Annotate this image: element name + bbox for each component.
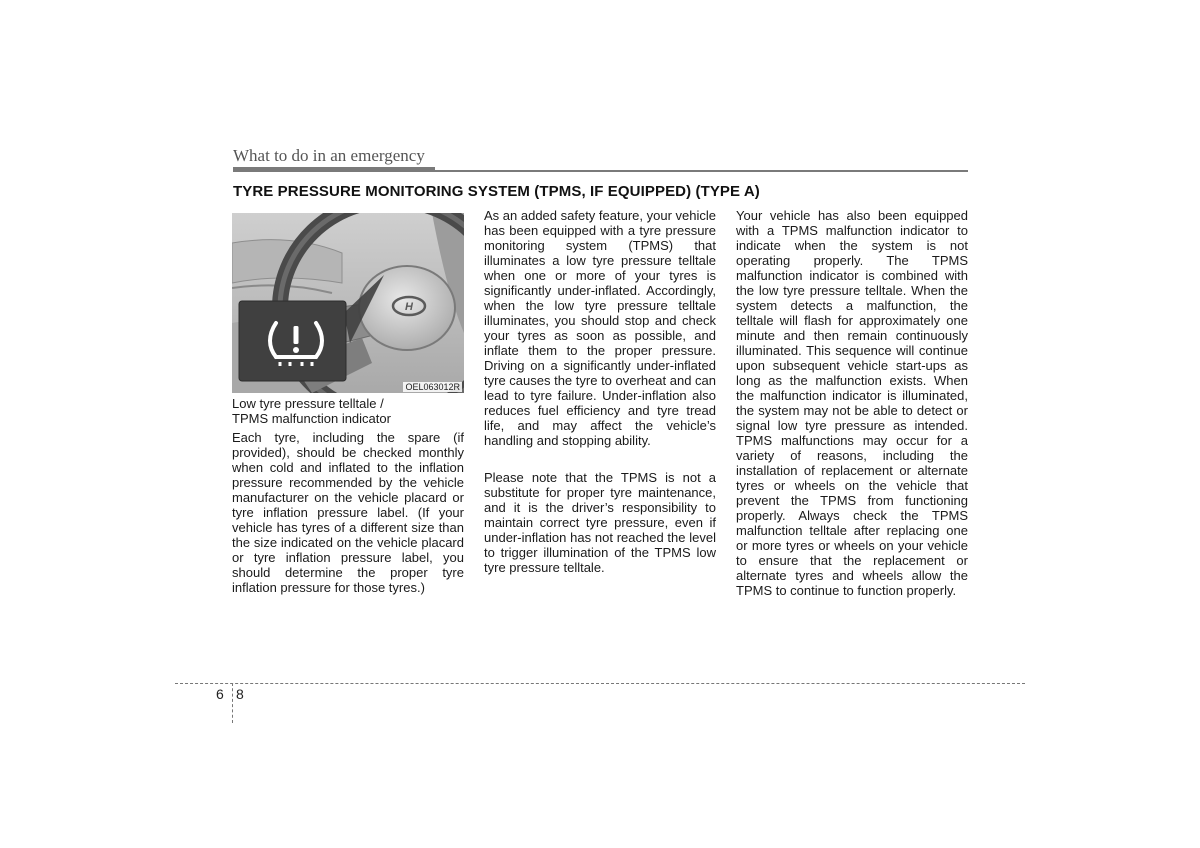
- header-rule-thin: [435, 170, 968, 172]
- figure-caption-line2: TPMS malfunction indicator: [232, 411, 391, 426]
- paragraph-safety-feature: As an added safety feature, your vehicle has been equipped with a tyre pressure monitoring system (TPMS) that illuminates a low tyre pressure telltale when one or more of your tyres is significantly under-inflated. Accordingly, when the low tyre pressure telltale illuminates, you should stop and check your tyres as soon as possible, and inflate them to the proper pressure. Driving on a significantly under-inflated tyre causes the tyre to overheat and can lead to tyre failure. Under-inflation also reduces fuel efficiency and tyre tread life, and may affect the vehicle’s handling and stopping ability.: [484, 208, 716, 448]
- paragraph-monthly-check: Each tyre, including the spare (if provided), should be checked monthly when cold and inflated to the inflation pressure recommended by the vehicle manufacturer on the vehicle placard or tyre inflation pressure label. (If your vehicle has tyres of a different size than the size indicated on the vehicle placard or tyre inflation pressure label, you should determine the proper tyre inflation pressure for those tyres.): [232, 430, 464, 595]
- column-1: [232, 396, 464, 595]
- chapter-number: 6: [216, 686, 224, 702]
- figure-code: OEL063012R: [405, 382, 460, 392]
- dashboard-figure: [232, 213, 464, 393]
- tpms-warning-icon: [268, 317, 324, 367]
- section-title: TYRE PRESSURE MONITORING SYSTEM (TPMS, IF EQUIPPED) (TYPE A): [233, 183, 760, 200]
- column-2: [484, 208, 716, 575]
- paragraph-malfunction-indicator: Your vehicle has also been equipped with a TPMS malfunction indicator to indicate when the system is not operating properly. The TPMS malfunction indicator is combined with the low tyre pressure telltale. When the system detects a malfunction, the telltale will flash for approximately one minute and then remain continuously illuminated. This sequence will continue upon subsequent vehicle start-ups as long as the malfunction exists. When the malfunction indicator is illuminated, the system may not be able to detect or signal low tyre pressure as intended. TPMS malfunctions may occur for a variety of reasons, including the installation of replacement or alternate tyres or wheels on the vehicle that prevent the TPMS from functioning properly. Always check the TPMS malfunction telltale after replacing one or more tyres or wheels on your vehicle to ensure that the replacement or alternate tyres and wheels allow the TPMS to continue to function properly.: [736, 208, 968, 598]
- running-head: What to do in an emergency: [233, 146, 425, 165]
- header-rule-thick: [233, 167, 435, 172]
- column-3: [736, 208, 968, 598]
- paragraph-not-substitute: Please note that the TPMS is not a substitute for proper tyre maintenance, and it is the driver’s responsibility to maintain correct tyre pressure, even if under-inflation has not reached the level to trigger illumination of the TPMS low tyre pressure telltale.: [484, 470, 716, 575]
- steering-wheel-illustration: [232, 213, 464, 393]
- figure-caption-line1: Low tyre pressure telltale /: [232, 396, 384, 411]
- footer-rule: [175, 683, 1025, 684]
- footer-divider: [232, 683, 233, 723]
- page-number: 8: [236, 686, 244, 702]
- svg-text:H: H: [405, 301, 413, 313]
